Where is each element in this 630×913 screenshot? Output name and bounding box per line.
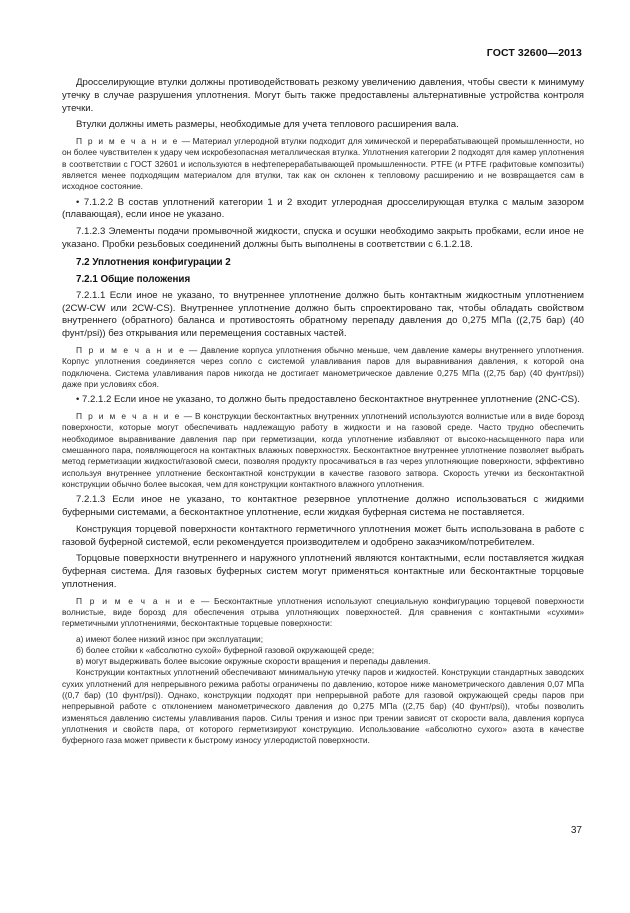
paragraph: Втулки должны иметь размеры, необходимые для учета теплового расширения вала. xyxy=(76,119,459,131)
paragraph: • 7.1.2.2 В состав уплотнений категории 1 и 2 входит углеродная дросселирующая втулка с малым зазором (плавающая), если иное не указано. xyxy=(62,196,584,221)
note-text: — Материал углеродной втулки подходит для химической и перерабатывающей промышленности, но он более чувствителен к удару чем искробезопасная металлическая втулка. Уплотнения категории 2 подходят для камер уплотнения в соответствии с ГОСТ 32601 и используются в нефтеперерабатывающей промышленности. PTFE (и PTFE графитовые композиты) является менее подходящим материалом для втулки, так как он склонен к тепловому расширению и не возвращается сам в исходное состояние. xyxy=(62,136,584,192)
paragraph: 7.2.1.1 Если иное не указано, то внутреннее уплотнение должно быть контактным жидкостным уплотнением (2CW-CW или 2CW-CS). Внутреннее уплотнение должно быть спроектировано так, чтобы обладать свойством внутреннего (обратного) баланса и противостоять обратному перепаду давления до 0,275 МПа ((2,75 бар) (40 фунт/psi)) без открывания или перемещения составных частей. xyxy=(62,289,584,340)
page-number: 37 xyxy=(570,825,582,836)
note-text: — Бесконтактные уплотнения используют специальную конфигурацию торцевой поверхности волнистые, виде борозд для обеспечения отрыва уплотняющих поверхностей. Для сравнения с контактными «сухими» герметичными уплотнениями, бесконтактные торцевые поверхности: xyxy=(62,595,584,629)
note-label: П р и м е ч а н и е xyxy=(76,345,186,356)
note-text: — В конструкции бесконтактных внутренних уплотнений используются волнистые или в виде борозд поверхности, которые могут обеспечивать надлежащую работу в жидкости и на газовой среде. Часто трудно обеспечить необходимое выравнивание давления пар при герметизации, когда уплотнение избавляют от высоко-насыщенного пара или смешанного пара, появляющегося на контактных влажных поверхностях. Бесконтактное внутреннее уплотнение позволяет выбрать метод герметизации жидкости/газовой смеси, позволяя продукту просачиваться в газ через уплотняющие поверхности, эффективно используя внутреннее уплотнение бесконтактной конструкции в качестве газового затвора. Скорость утечки из бесконтактной конструкции обычно более высокая, чем для конструкции контактного влажного уплотнения. xyxy=(62,411,584,489)
paragraph: • 7.2.1.2 Если иное не указано, то должно быть предоставлено бесконтактное внутреннее уплотнение (2NC-CS). xyxy=(76,394,580,406)
note-paragraph xyxy=(62,345,584,390)
list-item: а) имеют более низкий износ при эксплуатации; xyxy=(76,633,264,644)
section-heading: 7.2.1 Общие положения xyxy=(76,273,191,285)
note-paragraph xyxy=(62,411,584,490)
note-paragraph xyxy=(62,596,584,630)
paragraph: 7.2.1.3 Если иное не указано, то контактное резервное уплотнение должно использоваться с жидкими буферными системами, а бесконтактное уплотнение, если жидкая буферная система не поставляется. xyxy=(62,494,584,518)
note-paragraph xyxy=(62,136,584,192)
note-list xyxy=(62,634,584,668)
note-label: П р и м е ч а н и е xyxy=(76,411,181,422)
section-heading: 7.2 Уплотнения конфигурации 2 xyxy=(76,256,231,268)
note-text: — Давление корпуса уплотнения обычно меньше, чем давление камеры внутреннего уплотнения. Корпус уплотнения соединяется через сопло с системой улавливания паров для выравнивания давления, к которой она подключена. Система улавливания паров никогда не достигает манометрическое давление 0,275 МПа ((2,75 бар) (40 фунт/psi)) даже при условиях сбоя. xyxy=(62,345,584,389)
note-label: П р и м е ч а н и е xyxy=(76,136,179,147)
document-body xyxy=(62,77,584,751)
paragraph: Дросселирующие втулки должны противодействовать резкому увеличению давления, чтобы свести к минимуму утечку в случае разрушения уплотнения. Могут быть также предоставлены альтернативные устройства контроля утечки. xyxy=(62,77,584,114)
list-item: в) могут выдерживать более высокие окружные скорости вращения и перепады давления. xyxy=(76,656,431,667)
paragraph: Конструкция торцевой поверхности контактного герметичного уплотнения может быть использована в работе с газовой буферной системой, если рекомендуется производителем и одобрено заказчиком/потребителем. xyxy=(62,523,584,548)
list-item: б) более стойки к «абсолютно сухой» буферной газовой окружающей среде; xyxy=(76,644,375,655)
paragraph: Торцовые поверхности внутреннего и наружного уплотнений являются контактными, если поставляется жидкая буферная система. Для газовых буферных систем могут применяться контактные или бесконтактные торцовые уплотнения. xyxy=(62,553,584,590)
note-text: Конструкции контактных уплотнений обеспечивают минимальную утечку паров и жидкостей. Конструкции стандартных заводских сухих уплотнений для непрерывного режима работы ограничены по давлению, которое ниже манометрического давления 0,07 МПа ((0,7 бар) (10 фунт/psi)). Однако, конструкции подходят при непрерывной работе для газовой окружающей среды паров при непрерывной работе с отклонением манометрического давления до 0,275 МПа ((2,75 бар) (40 фунт/psi)), чтобы позволить изменяться давлению системы улавливания паров. Силы трения и износ при трении зависят от скорости вала, давления корпуса уплотнения и свойств пара, от которого герметизируют конструкцию. Использование «абсолютно сухого» азота в качестве буферного газа может привести к быстрому износу углеродистой поверхности. xyxy=(62,667,584,746)
paragraph: 7.1.2.3 Элементы подачи промывочной жидкости, спуска и осушки необходимо закрыть пробками, если иное не указано. Пробки резьбовых соединений должны быть выполнены в соответствии с 6.1.2.18. xyxy=(62,226,584,251)
note-label: П р и м е ч а н и е xyxy=(76,595,197,606)
note-paragraph xyxy=(62,667,584,746)
document-header: ГОСТ 32600—2013 xyxy=(486,47,582,59)
